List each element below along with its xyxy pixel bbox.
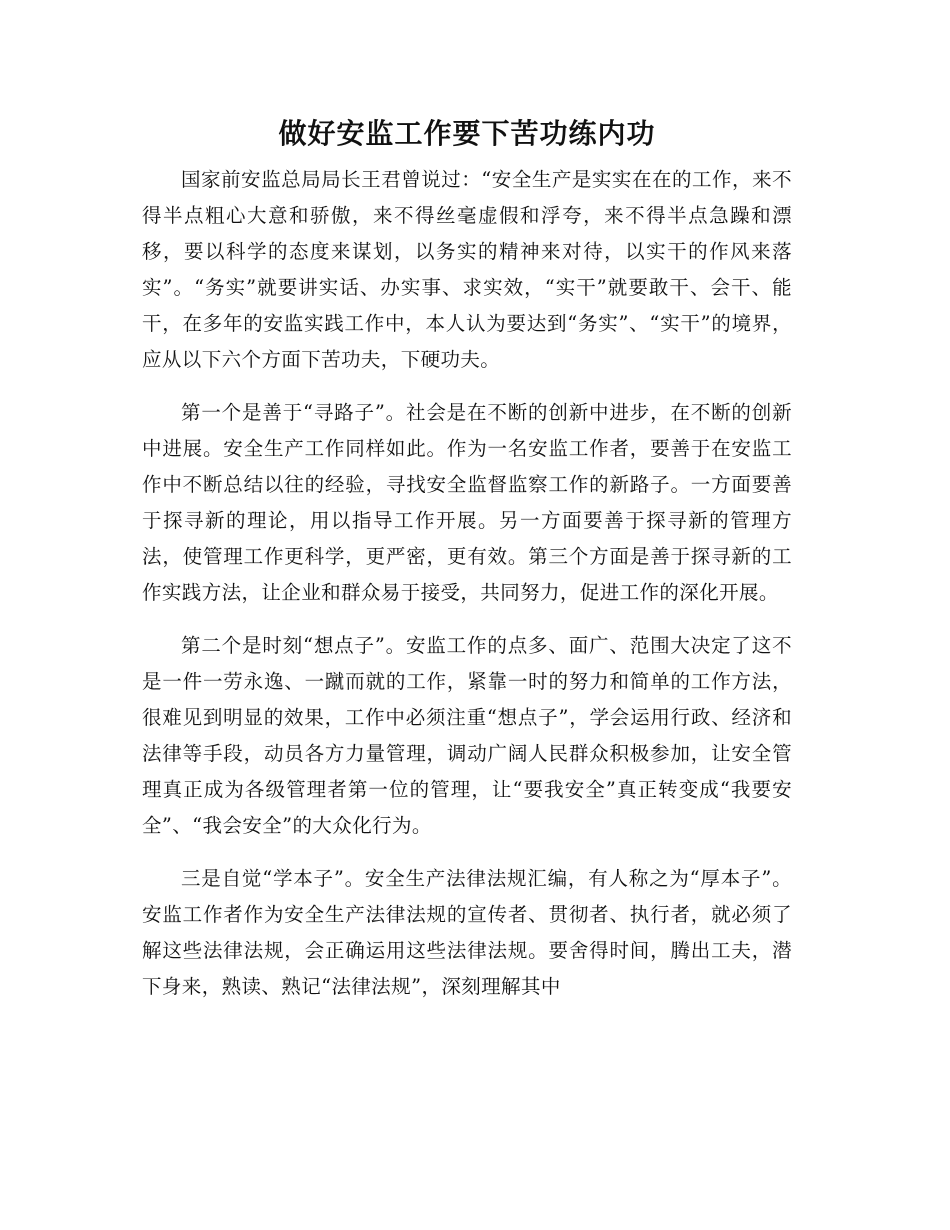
document-title: 做好安监工作要下苦功练内功 bbox=[278, 117, 656, 150]
paragraph-study-book: 三是自觉“学本子”。安全生产法律法规汇编，有人称之为“厚本子”。安监工作者作为安全生产法律法规的宣传者、贯彻者、执行者，就必须了解这些法律法规，会正确运用这些法律法规。要舍得时间，腾出工夫，潜下身来，熟读、熟记“法律法规”，深刻理解其中 bbox=[142, 867, 792, 998]
paragraph-find-path: 第一个是善于“寻路子”。社会是在不断的创新中进步，在不断的创新中进展。安全生产工作同样如此。作为一名安监工作者，要善于在安监工作中不断总结以往的经验，寻找安全监督监察工作的新路子。一方面要善于探寻新的理论，用以指导工作开展。另一方面要善于探寻新的管理方法，使管理工作更科学，更严密，更有效。第三个方面是善于探寻新的工作实践方法，让企业和群众易于接受，共同努力，促进工作的深化开展。 bbox=[142, 401, 792, 604]
paragraph-think-ideas: 第二个是时刻“想点子”。安监工作的点多、面广、范围大决定了这不是一件一劳永逸、一蹴而就的工作，紧靠一时的努力和简单的工作方法，很难见到明显的效果，工作中必须注重“想点子”，学会运用行政、经济和法律等手段，动员各方力量管理，调动广阔人民群众积极参加，让安全管理真正成为各级管理者第一位的管理，让“要我安全”真正转变成“我要安全”、“我会安全”的大众化行为。 bbox=[142, 634, 792, 837]
paragraph-intro: 国家前安监总局局长王君曾说过：“安全生产是实实在在的工作，来不得半点粗心大意和骄傲，来不得丝毫虚假和浮夸，来不得半点急躁和漂移，要以科学的态度来谋划，以务实的精神来对待，以实干的作风来落实”。“务实”就要讲实话、办实事、求实效，“实干”就要敢干、会干、能干，在多年的安监实践工作中，本人认为要达到“务实”、“实干”的境界，应从以下六个方面下苦功夫，下硬功夫。 bbox=[142, 168, 792, 371]
